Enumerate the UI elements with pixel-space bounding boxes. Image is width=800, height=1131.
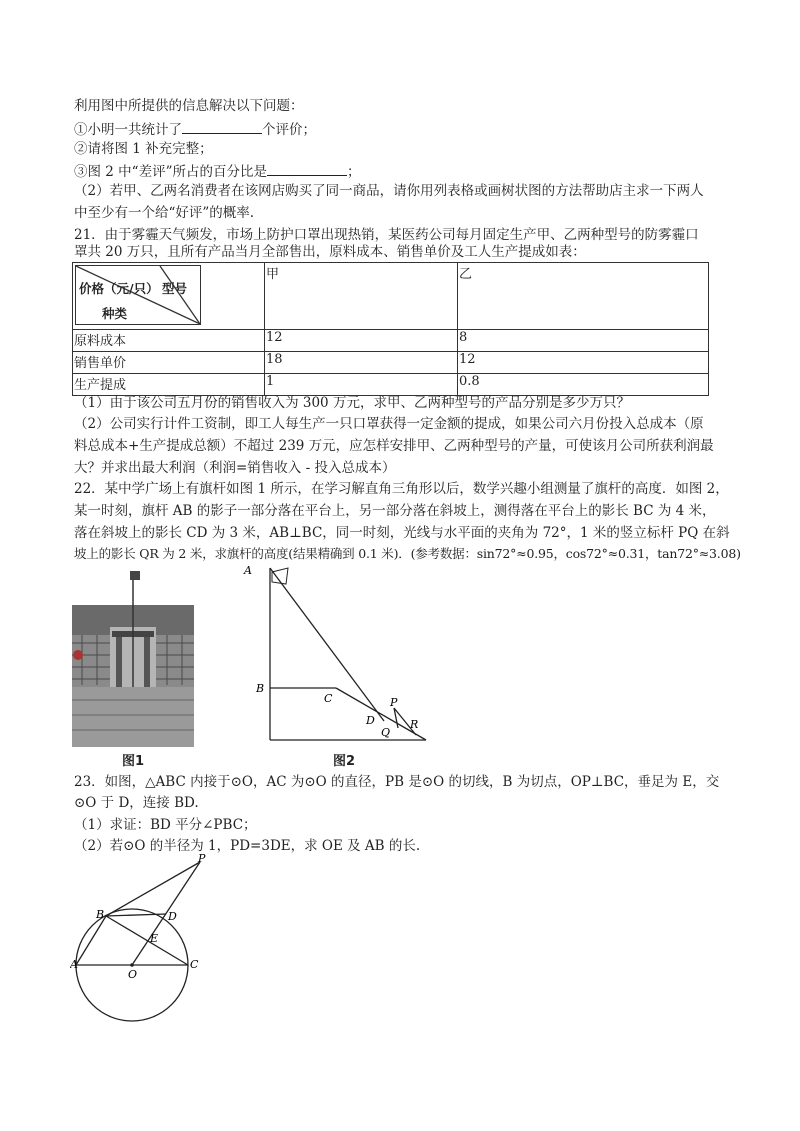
row-label: 销售单价 <box>73 352 265 374</box>
text-l4-start: ③图 2 中“差评”所占的百分比是 <box>74 164 267 180</box>
fig2-label-d: D <box>366 714 375 727</box>
q22-line-4: 坡上的影长 QR 为 2 米，求旗杆的高度(结果精确到 0.1 米)．(参考数据：sin72°≈0.95，cos72°≈0.31，tan72°≈3.08) <box>74 546 741 561</box>
text-l2-start: ①小明一共统计了 <box>74 122 182 138</box>
q21-line-2: 罩共 20 万只，且所有产品当月全部售出，原料成本、销售单价及工人生产提成如表： <box>74 244 586 260</box>
q23-line-2: ⊙O 于 D，连接 BD. <box>74 795 199 811</box>
fig3-label-b: B <box>96 908 105 921</box>
fig2-label-a: A <box>244 564 252 577</box>
fig2-label-b: B <box>256 682 265 695</box>
cell-yi: 8 <box>458 330 709 352</box>
pricing-table <box>72 262 709 396</box>
figure-1-caption: 图1 <box>122 754 145 769</box>
header-yi: 乙 <box>458 263 709 330</box>
table-row <box>73 352 709 374</box>
fig2-label-c: C <box>324 692 333 705</box>
fig3-label-d: D <box>168 910 177 923</box>
text-l3: ②请将图 1 补充完整； <box>74 141 213 157</box>
header-price-label: 价格（元/只） <box>79 281 159 296</box>
cell-jia: 1 <box>265 374 458 396</box>
answer-blank-1 <box>182 119 262 134</box>
table-header-corner <box>73 263 265 330</box>
q22-line-2: 某一时刻，旗杆 AB 的影子一部分落在平台上，另一部分落在斜坡上，测得落在平台上的影长 BC 为 4 米， <box>74 503 716 519</box>
header-jia: 甲 <box>265 263 458 330</box>
fig3-label-p: P <box>198 852 206 865</box>
figure-2-caption: 图2 <box>333 754 356 769</box>
text-l2-end: 个评价； <box>262 122 316 138</box>
fig3-label-e: E <box>150 932 159 945</box>
flagpole-photo <box>72 565 194 747</box>
flagpole-diagram <box>236 560 436 746</box>
text-l6: 中至少有一个给“好评”的概率. <box>74 205 255 221</box>
header-kind-label: 种类 <box>102 306 128 321</box>
fig3-label-a: A <box>70 958 78 971</box>
text-l2 <box>74 119 316 139</box>
circle-diagram <box>70 850 220 1025</box>
fig2-label-q: Q <box>381 726 391 739</box>
q21-part-2-line-1: （2）公司实行计件工资制，即工人每生产一只口罩获得一定金额的提成，如果公司六月份投入总成本（原 <box>74 416 704 432</box>
fig3-label-c: C <box>190 958 199 971</box>
q23-part-1: （1）求证：BD 平分∠PBC； <box>74 817 257 833</box>
row-label: 原料成本 <box>73 330 265 352</box>
q21-part-2-line-3: 大？并求出最大利润（利润=销售收入 - 投入总成本） <box>74 460 396 476</box>
q21-part-1: （1）由于该公司五月份的销售收入为 300 万元，求甲、乙两种型号的产品分别是多少万只？ <box>74 395 630 411</box>
q23-part-2: （2）若⊙O 的半径为 1，PD=3DE，求 OE 及 AB 的长. <box>74 838 421 854</box>
answer-blank-2 <box>267 161 347 176</box>
text-l1: 利用图中所提供的信息解决以下问题： <box>74 98 304 114</box>
q21-line-1: 21．由于雾霾天气频发，市场上防护口罩出现热销，某医药公司每月固定生产甲、乙两种型号的防雾霾口 <box>74 227 699 243</box>
q22-line-1: 22．某中学广场上有旗杆如图 1 所示，在学习解直角三角形以后，数学兴趣小组测量了旗杆的高度．如图 2， <box>74 481 729 497</box>
fig3-label-o: O <box>128 968 138 981</box>
text-l4-end: ； <box>346 164 361 180</box>
cell-jia: 18 <box>265 352 458 374</box>
cell-yi: 12 <box>458 352 709 374</box>
text-l4 <box>74 161 360 181</box>
fig2-label-r: R <box>410 718 419 731</box>
table-row <box>73 330 709 352</box>
diagonal-header-box <box>75 265 201 325</box>
text-l5: （2）若甲、乙两名消费者在该网店购买了同一商品，请你用列表格或画树状图的方法帮助店主求一下两人 <box>74 183 704 199</box>
q23-line-1: 23．如图，△ABC 内接于⊙O，AC 为⊙O 的直径，PB 是⊙O 的切线，B 为切点，OP⊥BC，垂足为 E，交 <box>74 774 720 790</box>
table-header-row <box>73 263 709 330</box>
row-label: 生产提成 <box>73 374 265 396</box>
q22-line-3: 落在斜坡上的影长 CD 为 3 米，AB⊥BC，同一时刻，光线与水平面的夹角为 72°，1 米的竖立标杆 PQ 在斜 <box>74 525 730 541</box>
cell-yi: 0.8 <box>458 374 709 396</box>
q21-part-2-line-2: 料总成本+生产提成总额）不超过 239 万元，应怎样安排甲、乙两种型号的产量，可使该月公司所获利润最 <box>74 438 714 454</box>
table-row <box>73 374 709 396</box>
cell-jia: 12 <box>265 330 458 352</box>
fig2-label-p: P <box>390 696 398 709</box>
header-type-label: 型号 <box>162 281 188 296</box>
